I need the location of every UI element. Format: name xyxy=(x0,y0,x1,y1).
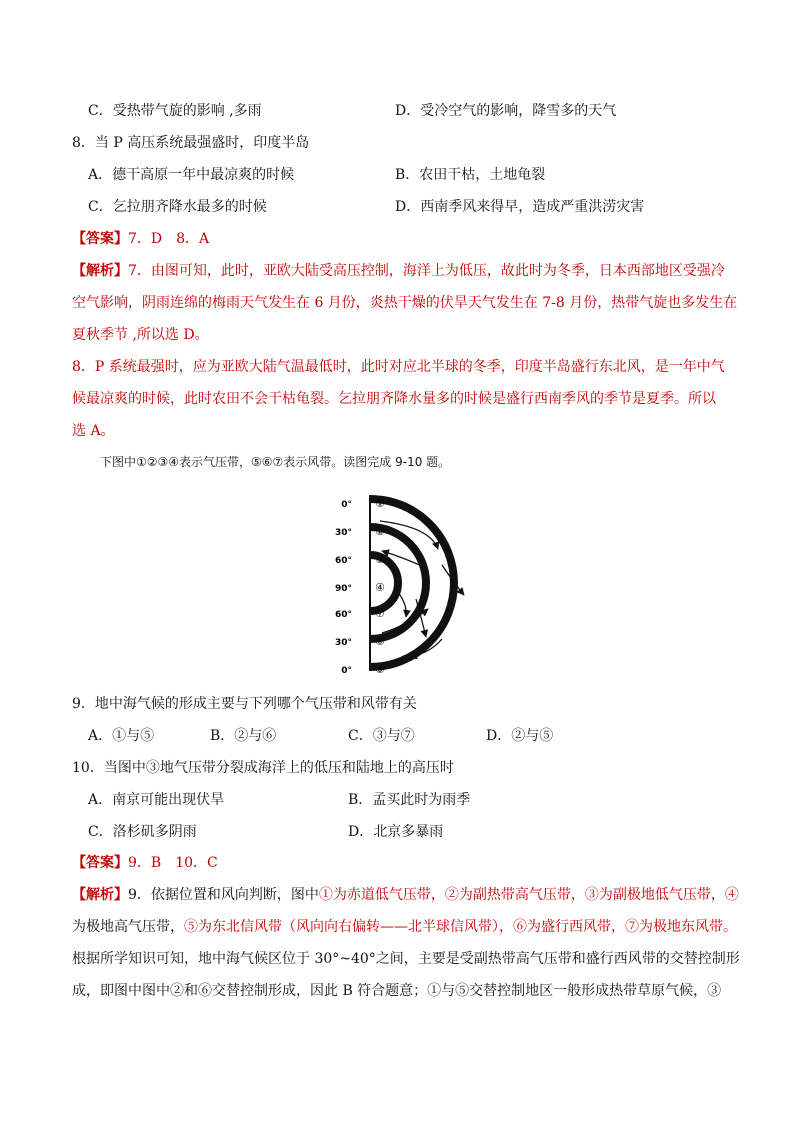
analysis-1-line-4: 8．P 系统最强时，应为亚欧大陆气温最低时，此时对应北半球的冬季，印度半岛盛行东北风，是一年中气 xyxy=(72,359,725,375)
q10-option-c: C．洛杉矶多阴雨 xyxy=(88,824,197,840)
belt-label: ③ xyxy=(375,553,385,566)
q7-option-c: C．受热带气旋的影响 ,多雨 xyxy=(88,103,262,119)
answer-1 xyxy=(72,229,209,249)
q8-option-d: D．西南季风来得早，造成严重洪涝灾害 xyxy=(395,199,645,215)
analysis-1-line-3: 夏秋季节 ,所以选 D。 xyxy=(72,327,209,343)
analysis-1-line-6: 选 A。 xyxy=(72,423,115,439)
analysis-text-b: ⑤为东北信风带（风向向右偏转——北半球信风带），⑥为盛行西风带 xyxy=(184,919,611,935)
belt-label: ⑦ xyxy=(375,607,385,620)
q10-stem: 10．当图中③地气压带分裂成海洋上的低压和陆地上的高压时 xyxy=(72,760,454,776)
q10-option-a: A．南京可能出现伏旱 xyxy=(88,792,225,808)
q9-option-a: A．①与⑤ xyxy=(88,728,155,744)
pressure-wind-belt-diagram xyxy=(330,487,490,682)
analysis-text-a: 9．依据位置和风向判断，图中 xyxy=(128,887,319,903)
diagram-intro: 下图中①②③④表示气压带，⑤⑥⑦表示风带。读图完成 9-10 题。 xyxy=(100,455,451,469)
q8-option-c: C．乞拉朋齐降水最多的时候 xyxy=(88,199,267,215)
analysis-text-b: ①为赤道低气压带，②为副热带高气压带，③为副极地低气压带，④ xyxy=(318,887,739,903)
latitude-labels xyxy=(335,500,352,676)
analysis-2-line-1 xyxy=(72,885,739,905)
answer-2 xyxy=(72,853,218,873)
q9-option-d: D．②与⑤ xyxy=(486,728,554,744)
answer-text: 9．B 10．C xyxy=(128,855,218,871)
q10-option-d: D．北京多暴雨 xyxy=(348,824,444,840)
q9-option-c: C．③与⑦ xyxy=(348,728,415,744)
q10-option-b: B．孟买此时为雨季 xyxy=(348,792,471,808)
q9-stem: 9．地中海气候的形成主要与下列哪个气压带和风带有关 xyxy=(72,696,417,712)
analysis-2-line-4: 成，即图中图中②和⑥交替控制形成，因此 B 符合题意；①与⑤交替控制地区一般形成热带草原气候，③ xyxy=(72,983,722,999)
latitude-label: 60° xyxy=(334,556,352,566)
belt-label: ① xyxy=(375,497,385,510)
belt-label: ⑥ xyxy=(375,635,385,648)
analysis-2-line-2 xyxy=(72,917,737,937)
latitude-label: 30° xyxy=(334,638,352,648)
latitude-label: 0° xyxy=(341,500,352,510)
latitude-label: 0° xyxy=(341,666,352,676)
answer-text: 7．D 8．A xyxy=(128,231,210,247)
analysis-text-c: ，⑦为极地东风带。 xyxy=(611,919,737,935)
belt-label: ⑤ xyxy=(375,663,385,676)
q8-option-b: B．农田干枯，土地龟裂 xyxy=(395,167,546,183)
analysis-text-a: 为极地高气压带， xyxy=(72,919,184,935)
belt-label: ④ xyxy=(375,581,385,594)
analysis-1-line-2: 空气影响，阴雨连绵的梅雨天气发生在 6 月份，炎热干燥的伏旱天气发生在 7-8 月份，热带气旋也多发生在 xyxy=(72,295,738,311)
q8-stem: 8．当 P 高压系统最强盛时，印度半岛 xyxy=(72,135,310,151)
q7-option-d: D．受冷空气的影响，降雪多的天气 xyxy=(395,103,617,119)
latitude-label: 60° xyxy=(334,610,352,620)
analysis-tag: 【解析】 xyxy=(72,887,128,903)
q9-option-b: B．②与⑥ xyxy=(210,728,277,744)
analysis-2-line-3: 根据所学知识可知，地中海气候区位于 30°~40°之间，主要是受副热带高气压带和盛行西风带的交替控制形 xyxy=(72,951,740,967)
analysis-tag: 【解析】 xyxy=(72,263,128,279)
analysis-text: 7．由图可知，此时，亚欧大陆受高压控制，海洋上为低压，故此时为冬季，日本西部地区受强冷 xyxy=(128,263,725,279)
analysis-1-line-5: 候最凉爽的时候，此时农田不会干枯龟裂。乞拉朋齐降水量多的时候是盛行西南季风的季节是夏季。所以 xyxy=(72,391,716,407)
belt-label: ② xyxy=(375,525,385,538)
latitude-label: 30° xyxy=(334,528,352,538)
analysis-1-line-1 xyxy=(72,261,725,281)
q8-option-a: A．德干高原一年中最凉爽的时候 xyxy=(88,167,295,183)
answer-tag: 【答案】 xyxy=(72,231,128,247)
latitude-label: 90° xyxy=(334,584,352,594)
answer-tag: 【答案】 xyxy=(72,855,128,871)
